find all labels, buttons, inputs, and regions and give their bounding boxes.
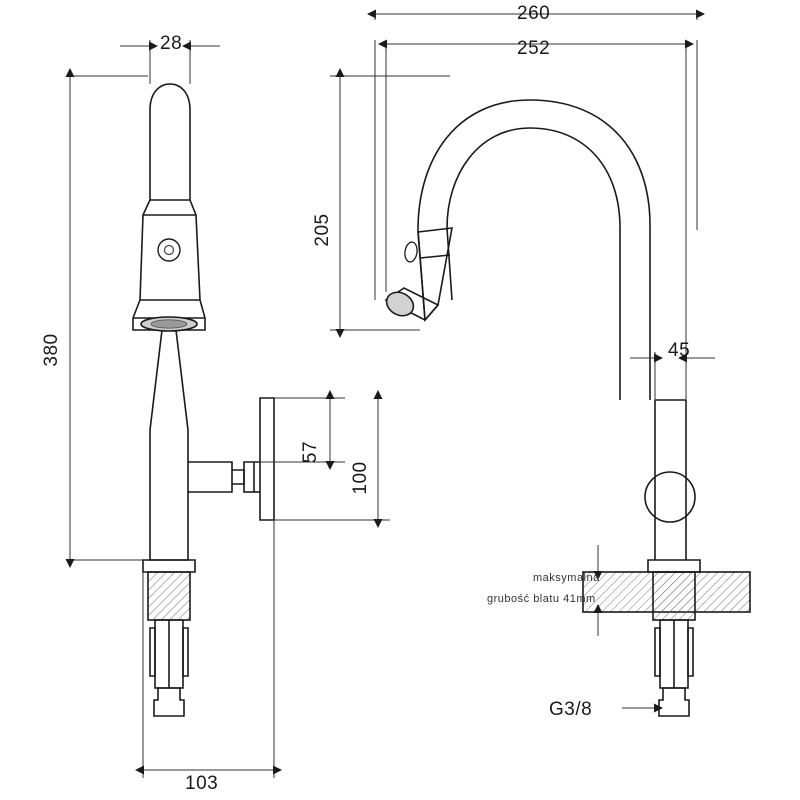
dimension-100: 100 [350,461,371,495]
dimension-28: 28 [160,33,183,54]
side-view-faucet [382,100,750,716]
dimension-380: 380 [41,333,62,367]
dimension-205: 205 [312,213,333,247]
dimension-103: 103 [185,773,219,794]
dimension-45: 45 [668,340,691,361]
counter-thickness-note-line1: maksymalna [533,572,600,584]
thread-label-g38: G3/8 [549,699,593,720]
dimension-57: 57 [300,440,321,464]
counter-thickness-note-line2: grubość blatu 41mm [487,593,596,605]
dimension-252: 252 [517,38,551,59]
dimension-lines [70,14,715,778]
dimension-260: 260 [517,3,551,24]
front-view-faucet [133,84,274,716]
